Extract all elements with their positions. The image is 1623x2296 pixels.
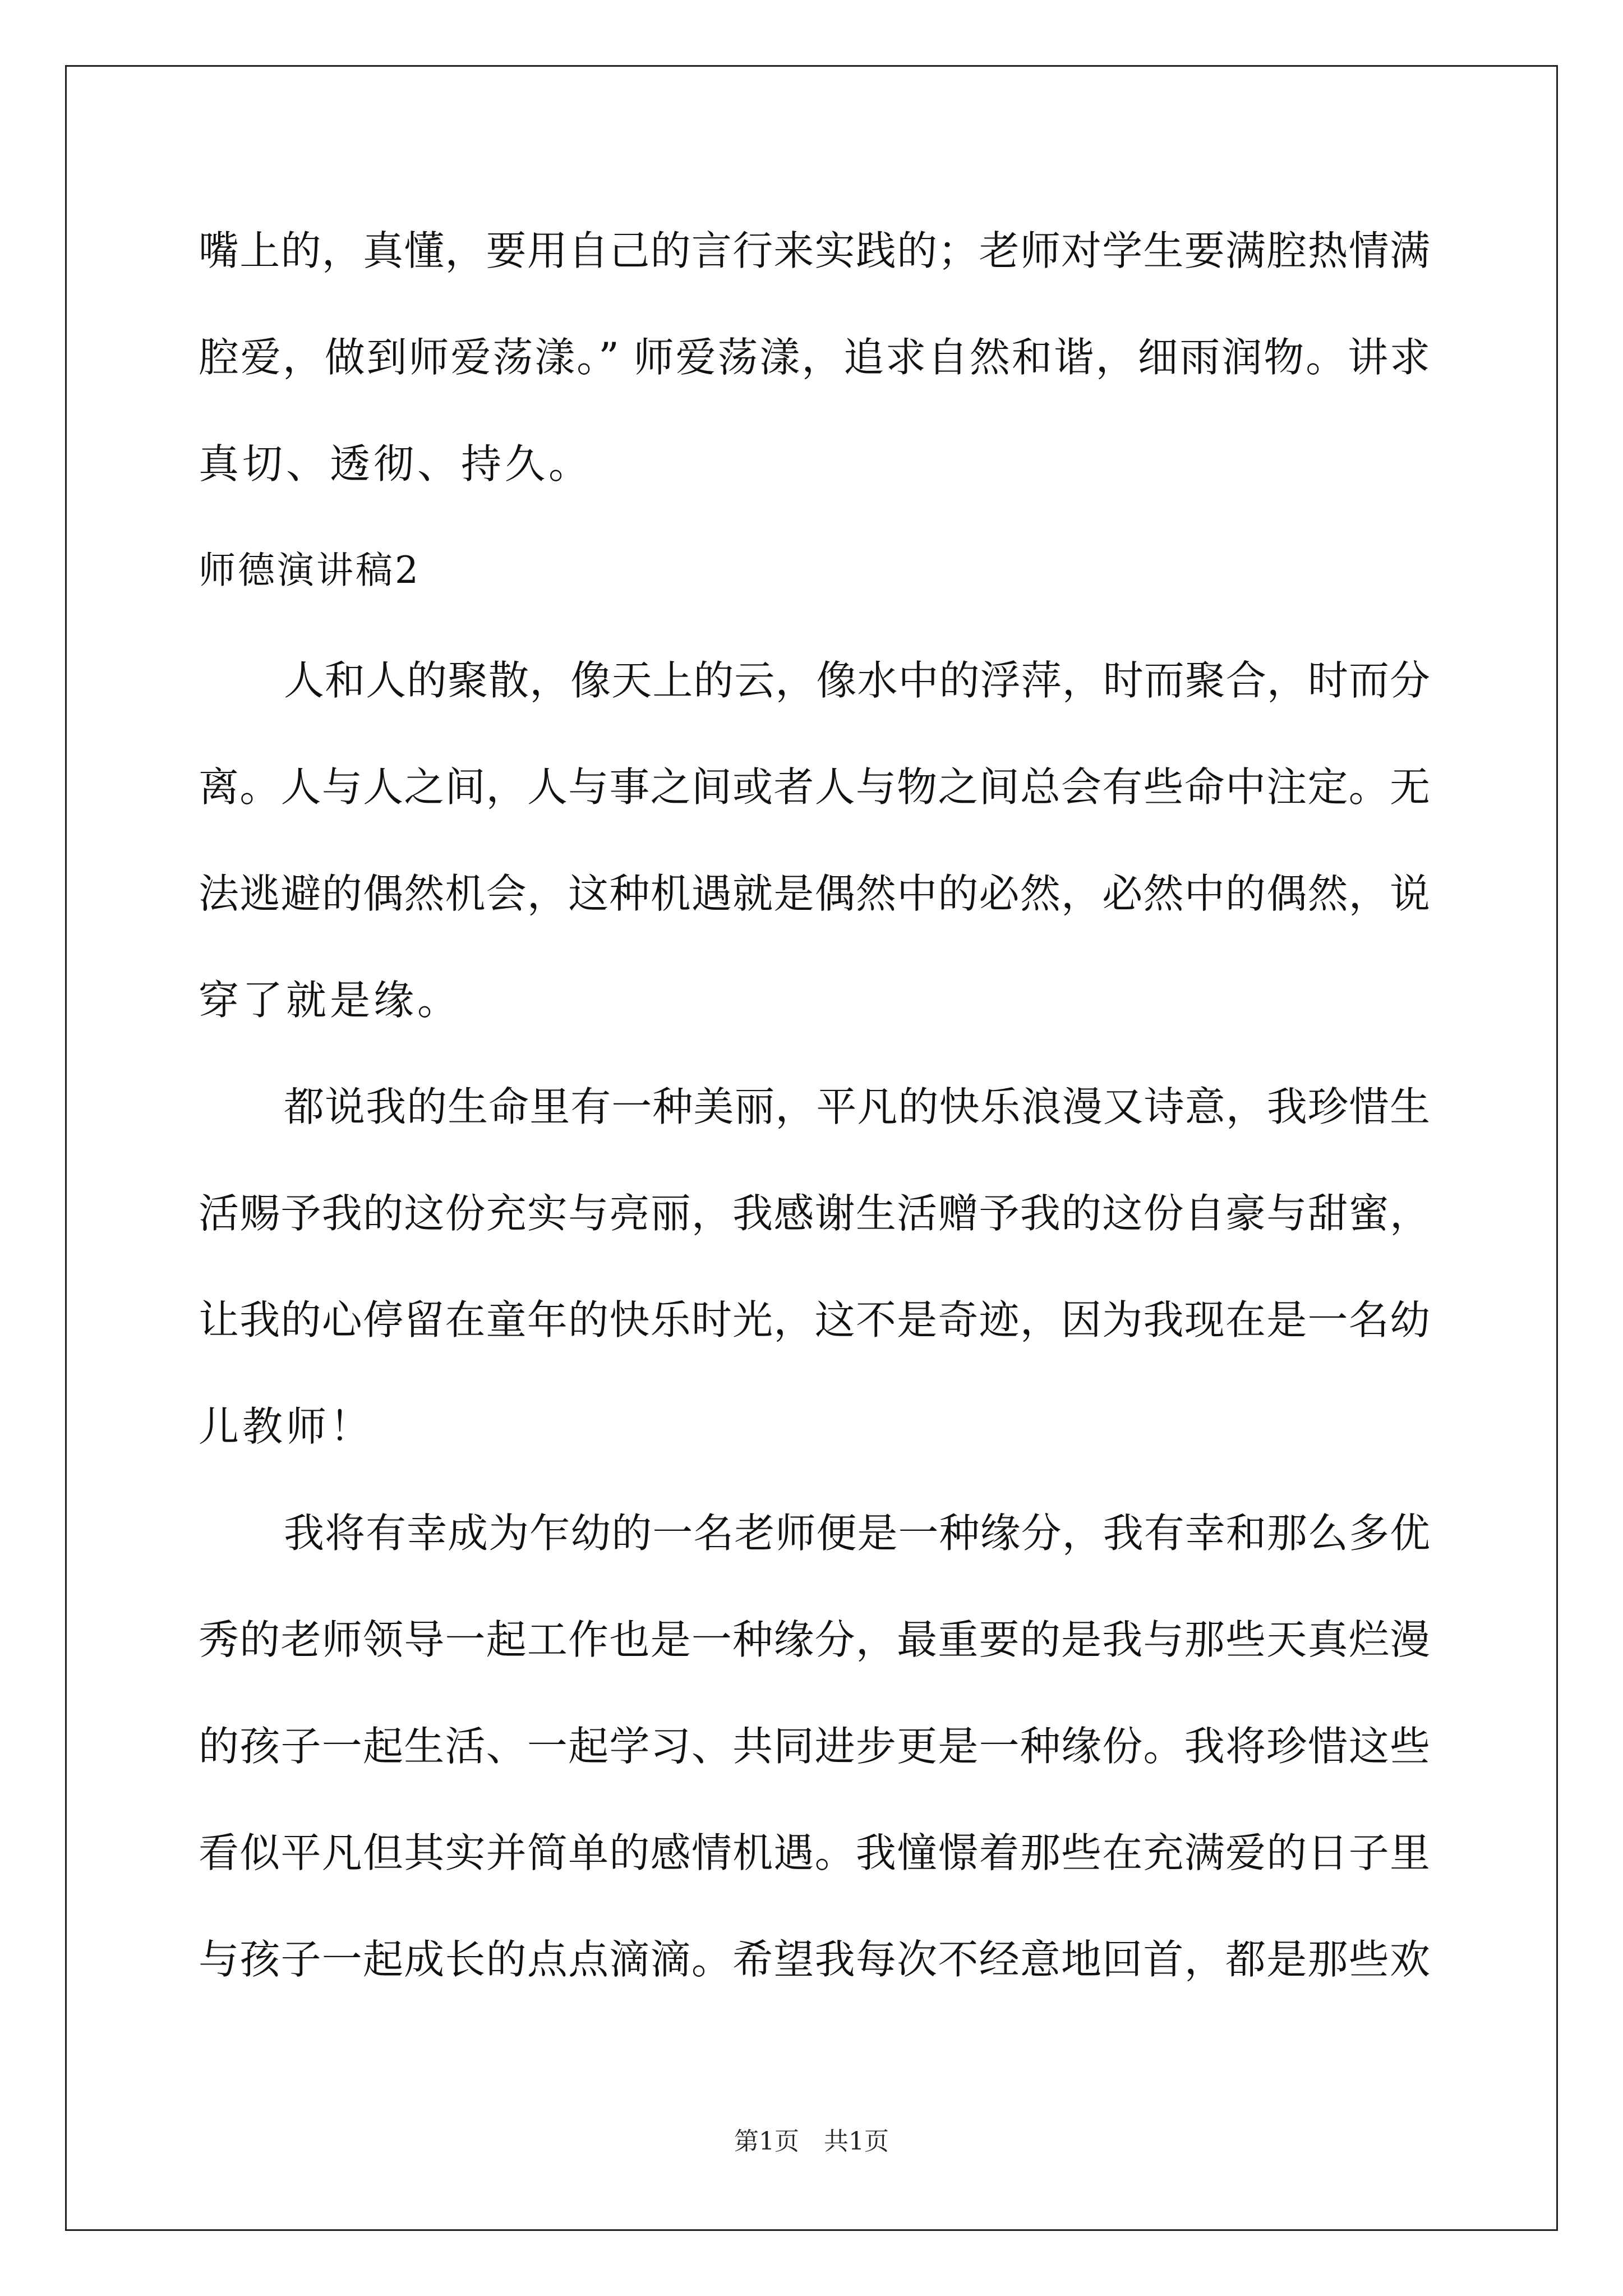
text-line: 腔爱，做到师爱荡漾。” 师爱荡漾，追求自然和谐，细雨润物。讲求	[199, 334, 1430, 381]
page-footer	[0, 2126, 1623, 2157]
text-line: 真切、透彻、持久。	[199, 440, 593, 487]
text-line: 我将有幸成为乍幼的一名老师便是一种缘分，我有幸和那么多优	[284, 1510, 1430, 1557]
text-line: 活赐予我的这份充实与亮丽，我感谢生活赠予我的这份自豪与甜蜜，	[199, 1190, 1430, 1237]
text-line: 人和人的聚散，像天上的云，像水中的浮萍，时而聚合，时而分	[284, 657, 1430, 704]
section-heading: 师德演讲稿2	[199, 549, 421, 592]
text-line: 与孩子一起成长的点点滴滴。希望我每次不经意地回首，都是那些欢	[199, 1936, 1430, 1983]
page-border	[65, 65, 1558, 2231]
text-line: 秀的老师领导一起工作也是一种缘分，最重要的是我与那些天真烂漫	[199, 1616, 1430, 1663]
page-total: 共1页	[824, 2127, 889, 2156]
text-line: 看似平凡但其实并简单的感情机遇。我憧憬着那些在充满爱的日子里	[199, 1829, 1430, 1876]
text-line: 离。人与人之间，人与事之间或者人与物之间总会有些命中注定。无	[199, 763, 1430, 811]
text-line: 的孩子一起生活、一起学习、共同进步更是一种缘份。我将珍惜这些	[199, 1723, 1430, 1770]
text-line: 法逃避的偶然机会，这种机遇就是偶然中的必然，必然中的偶然，说	[199, 870, 1430, 917]
text-line: 穿了就是缘。	[199, 977, 462, 1024]
text-line: 都说我的生命里有一种美丽，平凡的快乐浪漫又诗意，我珍惜生	[284, 1083, 1430, 1130]
text-line: 嘴上的，真懂，要用自己的言行来实践的；老师对学生要满腔热情满	[199, 227, 1430, 274]
text-line: 让我的心停留在童年的快乐时光，这不是奇迹，因为我现在是一名幼	[199, 1296, 1430, 1343]
text-line: 儿教师！	[199, 1403, 374, 1450]
page-number: 第1页	[734, 2127, 799, 2156]
